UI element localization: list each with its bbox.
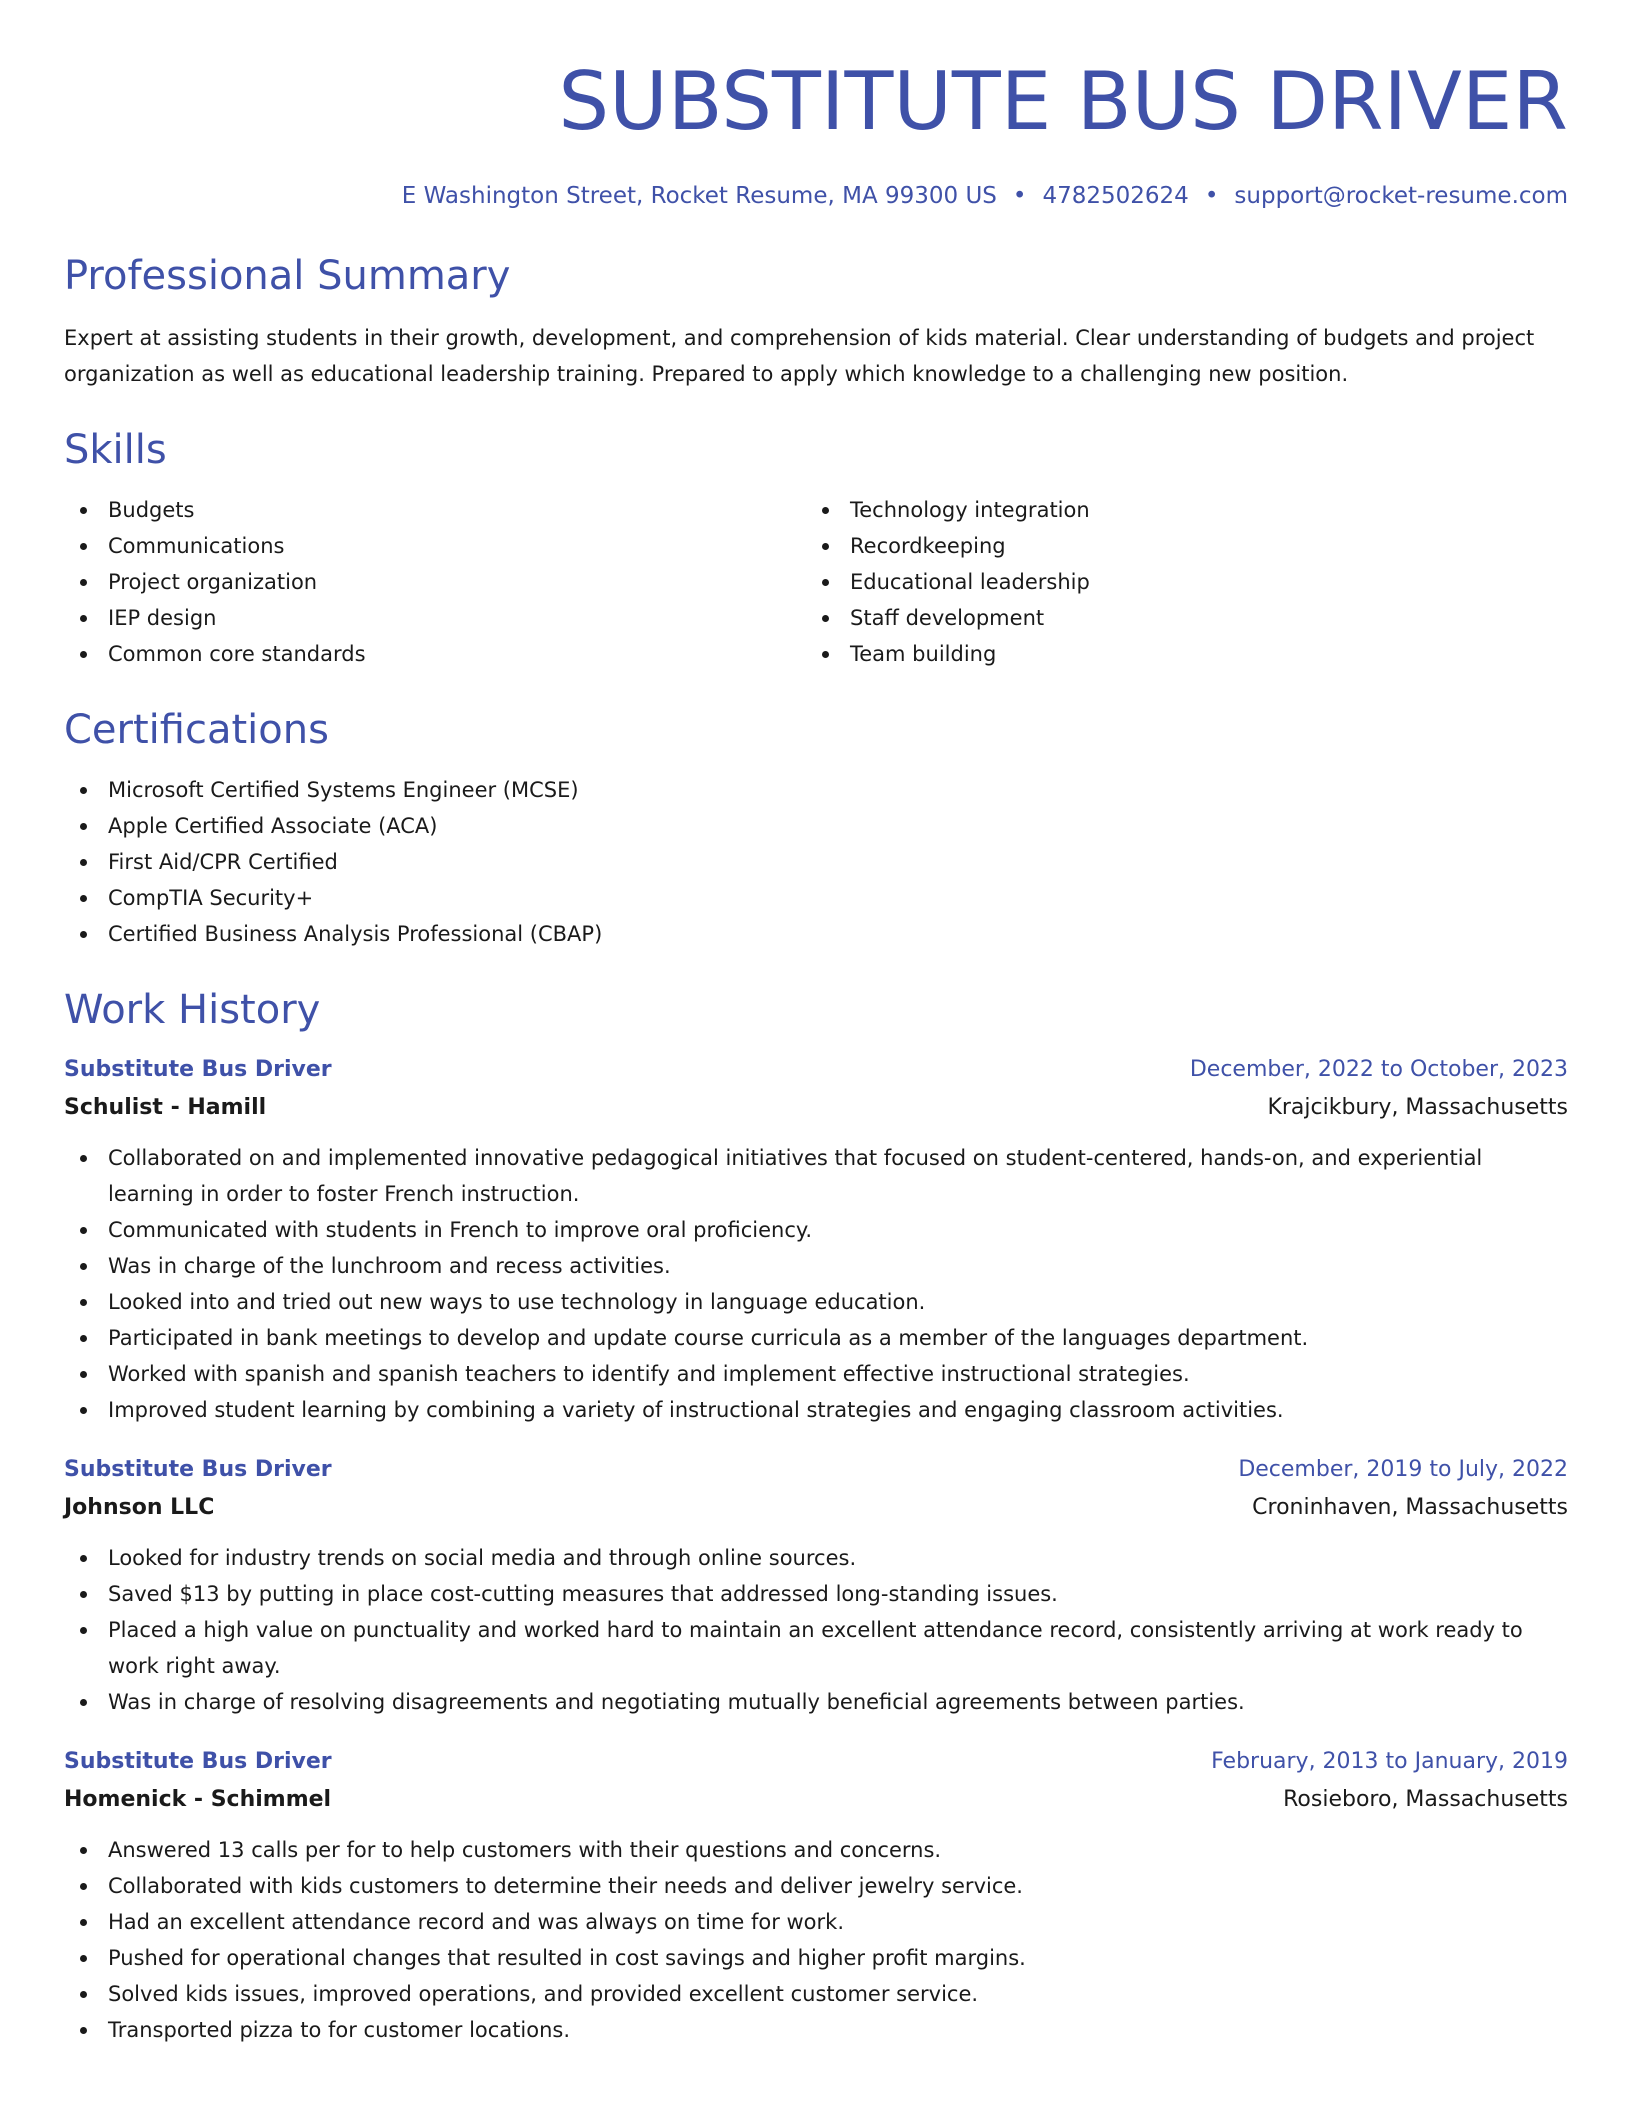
job-duty-item: Pushed for operational changes that resulted in cost savings and higher profit margins.	[64, 1940, 1568, 1976]
work-history-section	[64, 982, 1568, 2048]
contact-email[interactable]: support@rocket-resume.com	[1234, 183, 1568, 209]
job-location: Rosieboro, Massachusetts	[1283, 1787, 1568, 1812]
job-entry	[64, 1452, 1568, 1720]
job-header-row	[64, 1452, 1568, 1488]
job-duty-item: Communicated with students in French to improve oral proficiency.	[64, 1212, 1568, 1248]
skill-item: Technology integration	[806, 492, 1548, 528]
job-company: Homenick - Schimmel	[64, 1787, 332, 1812]
job-title: Substitute Bus Driver	[64, 1749, 332, 1774]
job-location: Krajcikbury, Massachusetts	[1267, 1095, 1568, 1120]
job-company: Johnson LLC	[64, 1495, 215, 1520]
job-company: Schulist - Hamill	[64, 1095, 267, 1120]
section-title-summary: Professional Summary	[64, 253, 511, 299]
job-duty-item: Participated in bank meetings to develop and update course curricula as a member of the languages department.	[64, 1320, 1568, 1356]
job-duties-list	[64, 1540, 1568, 1720]
professional-summary-section	[64, 248, 1568, 392]
job-location: Croninhaven, Massachusetts	[1252, 1495, 1568, 1520]
job-title: Substitute Bus Driver	[64, 1057, 332, 1082]
skills-list-left	[64, 492, 806, 672]
job-duty-item: Solved kids issues, improved operations, and provided excellent customer service.	[64, 1976, 1568, 2012]
job-duty-item: Placed a high value on punctuality and worked hard to maintain an excellent attendance record, consistently arriving at work ready to work right away.	[64, 1612, 1568, 1684]
resume-page	[64, 52, 1568, 2048]
job-duty-item: Answered 13 calls per for to help customers with their questions and concerns.	[64, 1832, 1568, 1868]
skill-item: Common core standards	[64, 636, 806, 672]
job-duty-item: Worked with spanish and spanish teachers to identify and implement effective instructional strategies.	[64, 1356, 1568, 1392]
section-title-certifications: Certifications	[64, 707, 329, 753]
job-duty-item: Transported pizza to for customer locations.	[64, 2012, 1568, 2048]
skill-item: Budgets	[64, 492, 806, 528]
job-duty-item: Was in charge of the lunchroom and recess activities.	[64, 1248, 1568, 1284]
certification-item: Certified Business Analysis Professional (CBAP)	[64, 916, 1568, 952]
job-duty-item: Collaborated with kids customers to determine their needs and deliver jewelry service.	[64, 1868, 1568, 1904]
job-duty-item: Saved $13 by putting in place cost-cutting measures that addressed long-standing issues.	[64, 1576, 1568, 1612]
skill-item: Recordkeeping	[806, 528, 1548, 564]
skills-columns	[64, 492, 1568, 672]
job-duties-list	[64, 1140, 1568, 1428]
certifications-section	[64, 702, 1568, 952]
candidate-title: SUBSTITUTE BUS DRIVER	[558, 55, 1568, 148]
job-entry	[64, 1052, 1568, 1428]
job-company-row	[64, 1488, 1568, 1528]
section-title-skills: Skills	[64, 427, 167, 473]
job-duty-item: Was in charge of resolving disagreements and negotiating mutually beneficial agreements between parties.	[64, 1684, 1568, 1720]
job-duty-item: Collaborated on and implemented innovative pedagogical initiatives that focused on student-centered, hands-on, and experiential learning in order to foster French instruction.	[64, 1140, 1568, 1212]
job-header-row	[64, 1052, 1568, 1088]
job-title: Substitute Bus Driver	[64, 1457, 332, 1482]
job-duty-item: Looked into and tried out new ways to use technology in language education.	[64, 1284, 1568, 1320]
certification-item: First Aid/CPR Certified	[64, 844, 1568, 880]
certification-item: Microsoft Certified Systems Engineer (MCSE)	[64, 772, 1568, 808]
contact-phone: 4782502624	[1042, 183, 1189, 209]
skills-column-left	[64, 492, 806, 672]
skill-item: Project organization	[64, 564, 806, 600]
job-header-row	[64, 1744, 1568, 1780]
contact-line	[64, 178, 1568, 214]
skills-column-right	[806, 492, 1548, 672]
section-title-work-history: Work History	[64, 987, 321, 1033]
job-duty-item: Improved student learning by combining a variety of instructional strategies and engaging classroom activities.	[64, 1392, 1568, 1428]
job-company-row	[64, 1780, 1568, 1820]
summary-text: Expert at assisting students in their growth, development, and comprehension of kids material. Clear understanding of budgets and project organization as well as educational leadership training. Prepared to apply which knowledge to a challenging new position.	[64, 326, 1535, 386]
job-dates: December, 2022 to October, 2023	[1189, 1057, 1568, 1082]
job-dates: December, 2019 to July, 2022	[1238, 1457, 1568, 1482]
job-duty-item: Had an excellent attendance record and was always on time for work.	[64, 1904, 1568, 1940]
skill-item: IEP design	[64, 600, 806, 636]
contact-address: E Washington Street, Rocket Resume, MA 99300 US	[401, 183, 997, 209]
job-entry	[64, 1744, 1568, 2048]
skill-item: Educational leadership	[806, 564, 1548, 600]
certification-item: CompTIA Security+	[64, 880, 1568, 916]
job-duties-list	[64, 1832, 1568, 2048]
certification-item: Apple Certified Associate (ACA)	[64, 808, 1568, 844]
skill-item: Team building	[806, 636, 1548, 672]
skill-item: Communications	[64, 528, 806, 564]
job-dates: February, 2013 to January, 2019	[1211, 1749, 1568, 1774]
contact-separator: •	[1012, 183, 1027, 209]
contact-separator: •	[1204, 183, 1219, 209]
certifications-list	[64, 772, 1568, 952]
skills-section	[64, 422, 1568, 672]
skill-item: Staff development	[806, 600, 1548, 636]
job-company-row	[64, 1088, 1568, 1128]
job-duty-item: Looked for industry trends on social media and through online sources.	[64, 1540, 1568, 1576]
skills-list-right	[806, 492, 1548, 672]
